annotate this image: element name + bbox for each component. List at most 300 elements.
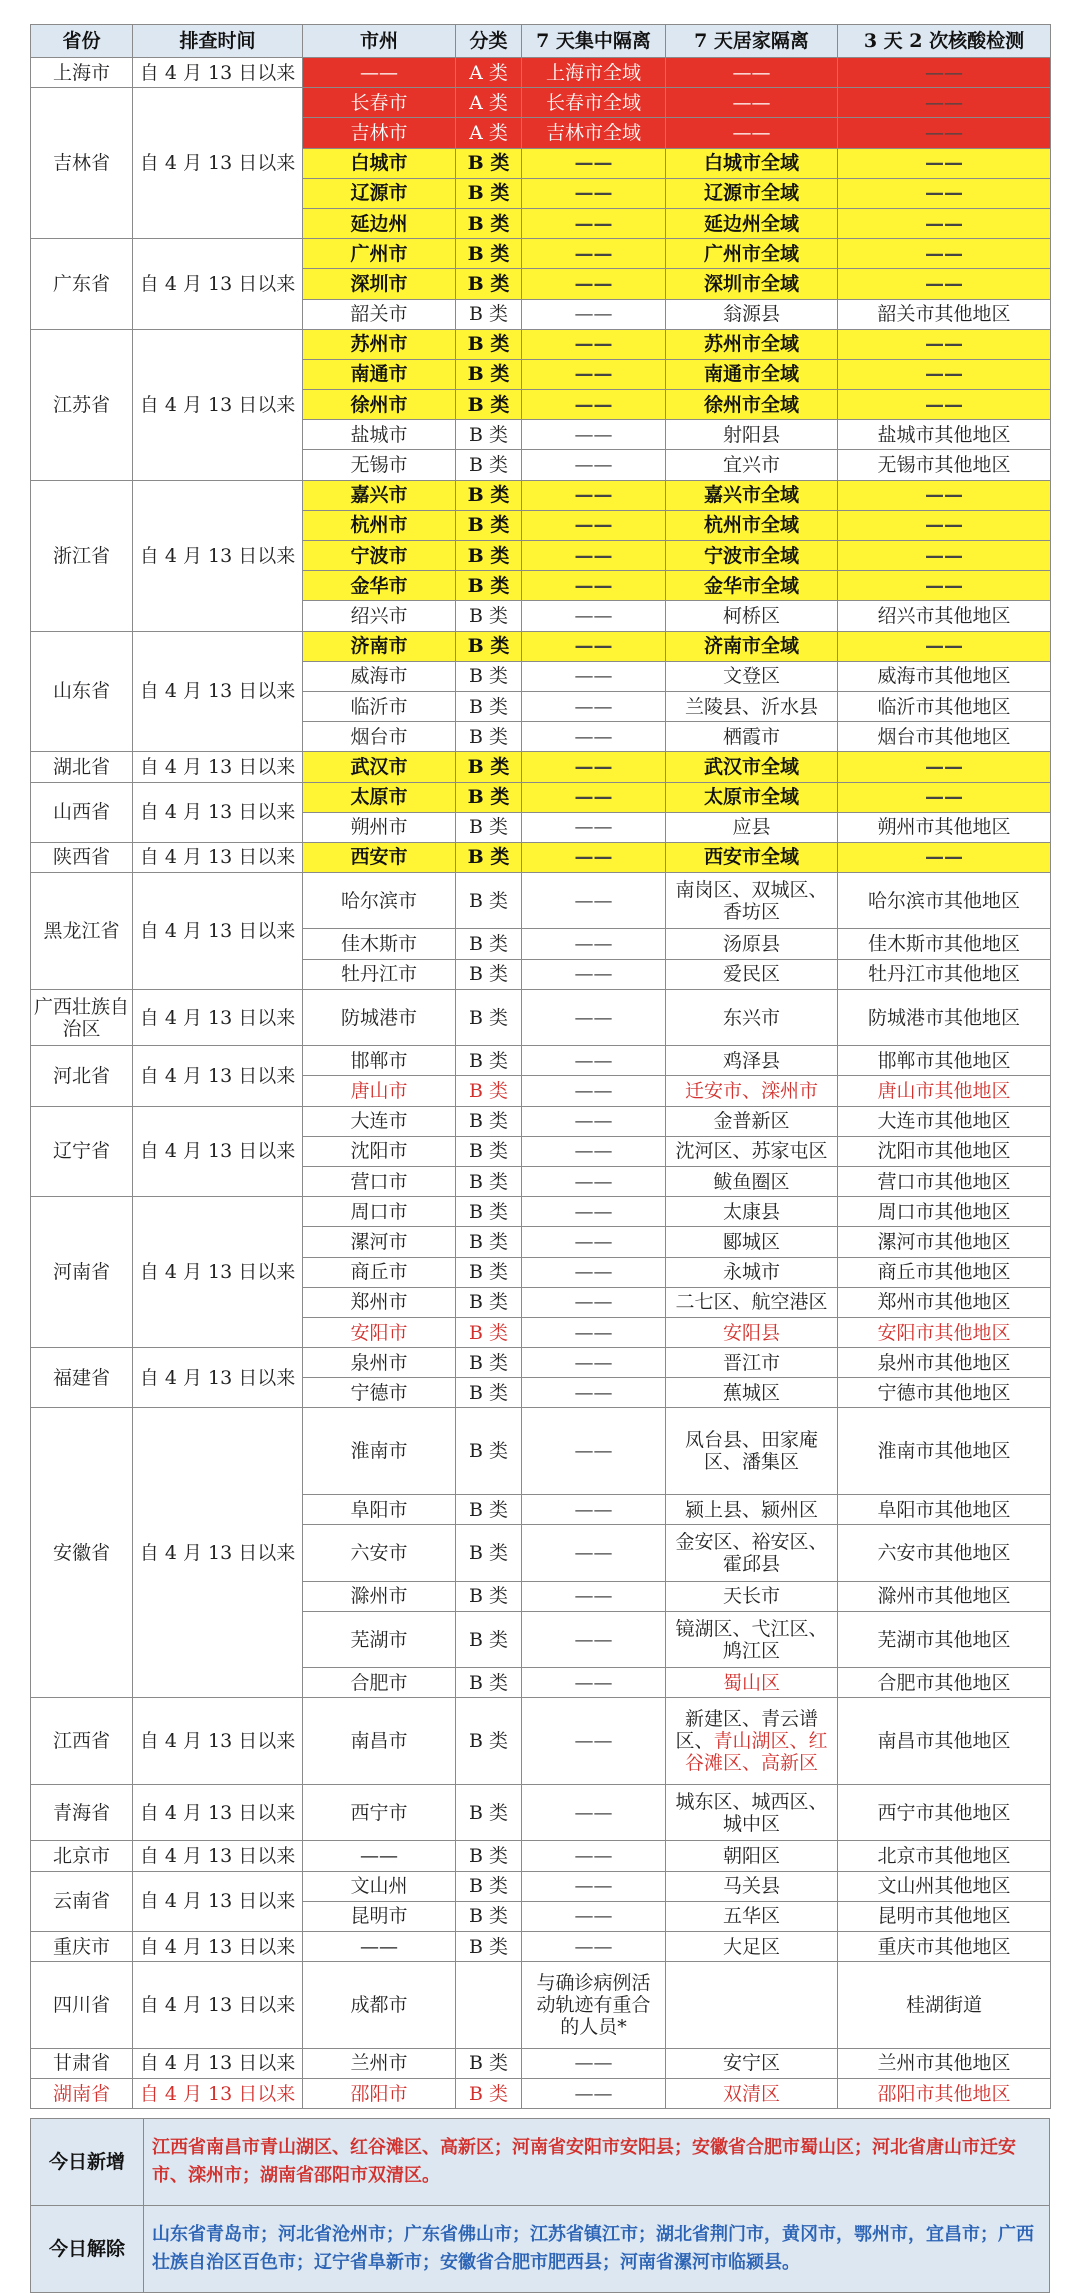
centralized-quarantine-cell: —— — [522, 1257, 666, 1287]
table-row — [31, 329, 1051, 359]
centralized-quarantine-cell: —— — [522, 691, 666, 721]
home-quarantine-cell: 凤台县、田家庵区、潘集区 — [666, 1408, 838, 1495]
category-cell: B 类 — [456, 722, 522, 752]
province-cell: 重庆市 — [31, 1931, 133, 1961]
city-cell: 西安市 — [303, 842, 456, 872]
centralized-quarantine-cell: —— — [522, 1408, 666, 1495]
nucleic-test-cell: —— — [838, 148, 1051, 178]
city-cell: 六安市 — [303, 1525, 456, 1581]
home-quarantine-cell: 济南市全域 — [666, 631, 838, 661]
province-cell: 湖南省 — [31, 2078, 133, 2108]
home-quarantine-cell: 汤原县 — [666, 929, 838, 959]
home-quarantine-cell: 徐州市全域 — [666, 390, 838, 420]
category-cell: B 类 — [456, 959, 522, 989]
home-quarantine-cell: 杭州市全域 — [666, 510, 838, 540]
home-quarantine-cell: 安宁区 — [666, 2048, 838, 2078]
city-cell: 牡丹江市 — [303, 959, 456, 989]
city-cell: 昆明市 — [303, 1901, 456, 1931]
centralized-quarantine-cell: —— — [522, 1197, 666, 1227]
centralized-quarantine-cell: —— — [522, 842, 666, 872]
city-cell: 商丘市 — [303, 1257, 456, 1287]
table-body — [31, 58, 1051, 2109]
check-time-cell: 自 4 月 13 日以来 — [133, 752, 303, 782]
home-quarantine-cell: 南岗区、双城区、香坊区 — [666, 873, 838, 929]
check-time-cell: 自 4 月 13 日以来 — [133, 239, 303, 330]
city-cell: 长春市 — [303, 88, 456, 118]
nucleic-test-cell: —— — [838, 329, 1051, 359]
centralized-quarantine-cell: —— — [522, 1166, 666, 1196]
table-row — [31, 1046, 1051, 1076]
table-row — [31, 782, 1051, 812]
home-quarantine-cell: 大足区 — [666, 1931, 838, 1961]
category-cell: B 类 — [456, 1668, 522, 1698]
city-cell: 金华市 — [303, 571, 456, 601]
city-cell: 沈阳市 — [303, 1136, 456, 1166]
table-row — [31, 989, 1051, 1045]
nucleic-test-cell: 营口市其他地区 — [838, 1166, 1051, 1196]
table-row — [31, 1785, 1051, 1841]
category-cell: B 类 — [456, 1378, 522, 1408]
table-row — [31, 58, 1051, 88]
home-quarantine-cell: 嘉兴市全域 — [666, 480, 838, 510]
province-cell: 陕西省 — [31, 842, 133, 872]
home-quarantine-cell: 辽源市全域 — [666, 178, 838, 208]
centralized-quarantine-cell: —— — [522, 450, 666, 480]
centralized-quarantine-cell: —— — [522, 329, 666, 359]
city-cell: 辽源市 — [303, 178, 456, 208]
centralized-quarantine-cell: —— — [522, 480, 666, 510]
home-quarantine-cell: 武汉市全域 — [666, 752, 838, 782]
table-row — [31, 1931, 1051, 1961]
city-cell: 安阳市 — [303, 1317, 456, 1347]
city-cell: 无锡市 — [303, 450, 456, 480]
category-cell: B 类 — [456, 1495, 522, 1525]
home-quarantine-cell: 金华市全域 — [666, 571, 838, 601]
home-quarantine-cell: 白城市全域 — [666, 148, 838, 178]
check-time-cell: 自 4 月 13 日以来 — [133, 989, 303, 1045]
nucleic-test-cell: 六安市其他地区 — [838, 1525, 1051, 1581]
province-cell: 广西壮族自治区 — [31, 989, 133, 1045]
home-quarantine-cell: —— — [666, 118, 838, 148]
centralized-quarantine-cell: —— — [522, 178, 666, 208]
home-quarantine-cell: 朝阳区 — [666, 1841, 838, 1871]
centralized-quarantine-cell: —— — [522, 1076, 666, 1106]
province-cell: 北京市 — [31, 1841, 133, 1871]
home-quarantine-cell: 宜兴市 — [666, 450, 838, 480]
nucleic-test-cell: 郑州市其他地区 — [838, 1287, 1051, 1317]
centralized-quarantine-cell: —— — [522, 722, 666, 752]
table-row — [31, 2048, 1051, 2078]
centralized-quarantine-cell: —— — [522, 1581, 666, 1611]
city-cell: 芜湖市 — [303, 1611, 456, 1667]
category-cell: B 类 — [456, 420, 522, 450]
header-category: 分类 — [456, 25, 522, 58]
home-quarantine-cell: 鲅鱼圈区 — [666, 1166, 838, 1196]
category-cell: A 类 — [456, 88, 522, 118]
nucleic-test-cell: —— — [838, 88, 1051, 118]
city-cell: 滁州市 — [303, 1581, 456, 1611]
home-quarantine-cell: 栖霞市 — [666, 722, 838, 752]
category-cell: B 类 — [456, 239, 522, 269]
nucleic-test-cell: 昆明市其他地区 — [838, 1901, 1051, 1931]
city-cell: 宁波市 — [303, 541, 456, 571]
nucleic-test-cell: 威海市其他地区 — [838, 661, 1051, 691]
home-quarantine-cell: 五华区 — [666, 1901, 838, 1931]
city-cell: 杭州市 — [303, 510, 456, 540]
category-cell: B 类 — [456, 1106, 522, 1136]
table-row — [31, 480, 1051, 510]
home-quarantine-cell: 文登区 — [666, 661, 838, 691]
centralized-quarantine-cell: —— — [522, 2078, 666, 2108]
centralized-quarantine-cell: —— — [522, 269, 666, 299]
city-cell: 白城市 — [303, 148, 456, 178]
table-row — [31, 842, 1051, 872]
centralized-quarantine-cell: —— — [522, 1136, 666, 1166]
check-time-cell: 自 4 月 13 日以来 — [133, 842, 303, 872]
city-cell: 绍兴市 — [303, 601, 456, 631]
check-time-cell: 自 4 月 13 日以来 — [133, 631, 303, 752]
risk-area-table — [30, 24, 1051, 2109]
check-time-cell: 自 4 月 13 日以来 — [133, 329, 303, 480]
category-cell: B 类 — [456, 1166, 522, 1196]
nucleic-test-cell: 绍兴市其他地区 — [838, 601, 1051, 631]
nucleic-test-cell: —— — [838, 752, 1051, 782]
category-cell: B 类 — [456, 541, 522, 571]
province-cell: 吉林省 — [31, 88, 133, 239]
centralized-quarantine-cell: —— — [522, 1525, 666, 1581]
centralized-quarantine-cell: —— — [522, 239, 666, 269]
check-time-cell: 自 4 月 13 日以来 — [133, 1785, 303, 1841]
category-cell: A 类 — [456, 58, 522, 88]
nucleic-test-cell: —— — [838, 782, 1051, 812]
city-cell: 佳木斯市 — [303, 929, 456, 959]
city-cell: 吉林市 — [303, 118, 456, 148]
city-cell: 深圳市 — [303, 269, 456, 299]
nucleic-test-cell: —— — [838, 178, 1051, 208]
nucleic-test-cell: 北京市其他地区 — [838, 1841, 1051, 1871]
notes-lift-row — [31, 2206, 1050, 2293]
home-quarantine-cell: —— — [666, 58, 838, 88]
category-cell: B 类 — [456, 842, 522, 872]
nucleic-test-cell: 周口市其他地区 — [838, 1197, 1051, 1227]
province-cell: 浙江省 — [31, 480, 133, 631]
city-cell: —— — [303, 1931, 456, 1961]
check-time-cell: 自 4 月 13 日以来 — [133, 2048, 303, 2078]
nucleic-test-cell: 烟台市其他地区 — [838, 722, 1051, 752]
city-cell: 周口市 — [303, 1197, 456, 1227]
province-cell: 上海市 — [31, 58, 133, 88]
category-cell: B 类 — [456, 929, 522, 959]
nucleic-test-cell: 兰州市其他地区 — [838, 2048, 1051, 2078]
table-row — [31, 1197, 1051, 1227]
notes-lift-label: 今日解除 — [31, 2206, 144, 2293]
category-cell: B 类 — [456, 989, 522, 1045]
city-cell: 威海市 — [303, 661, 456, 691]
city-cell: 南通市 — [303, 359, 456, 389]
home-quarantine-cell: 太原市全域 — [666, 782, 838, 812]
nucleic-test-cell: 泉州市其他地区 — [838, 1348, 1051, 1378]
centralized-quarantine-cell: —— — [522, 1227, 666, 1257]
centralized-quarantine-cell: —— — [522, 1668, 666, 1698]
check-time-cell: 自 4 月 13 日以来 — [133, 88, 303, 239]
category-cell: B 类 — [456, 1348, 522, 1378]
category-cell: B 类 — [456, 691, 522, 721]
check-time-cell: 自 4 月 13 日以来 — [133, 1408, 303, 1698]
nucleic-test-cell: 哈尔滨市其他地区 — [838, 873, 1051, 929]
home-quarantine-cell: 射阳县 — [666, 420, 838, 450]
city-cell: —— — [303, 58, 456, 88]
city-cell: 阜阳市 — [303, 1495, 456, 1525]
province-cell: 黑龙江省 — [31, 873, 133, 990]
nucleic-test-cell: 商丘市其他地区 — [838, 1257, 1051, 1287]
category-cell: B 类 — [456, 148, 522, 178]
nucleic-test-cell: —— — [838, 541, 1051, 571]
province-cell: 广东省 — [31, 239, 133, 330]
nucleic-test-cell: 南昌市其他地区 — [838, 1698, 1051, 1785]
table-row — [31, 88, 1051, 118]
home-quarantine-cell: 金安区、裕安区、霍邱县 — [666, 1525, 838, 1581]
province-cell: 河南省 — [31, 1197, 133, 1348]
notes-new-text: 江西省南昌市青山湖区、红谷滩区、高新区；河南省安阳市安阳县；安徽省合肥市蜀山区；河北省唐山市迁安市、滦州市；湖南省邵阳市双清区。 — [144, 2119, 1050, 2206]
city-cell: 营口市 — [303, 1166, 456, 1196]
province-cell: 福建省 — [31, 1348, 133, 1408]
city-cell: 宁德市 — [303, 1378, 456, 1408]
home-quarantine-cell: 二七区、航空港区 — [666, 1287, 838, 1317]
city-cell: 淮南市 — [303, 1408, 456, 1495]
check-time-cell: 自 4 月 13 日以来 — [133, 782, 303, 842]
category-cell: B 类 — [456, 390, 522, 420]
category-cell: B 类 — [456, 1408, 522, 1495]
table-row — [31, 1841, 1051, 1871]
table-header-row — [31, 25, 1051, 58]
category-cell: B 类 — [456, 1698, 522, 1785]
city-cell: 南昌市 — [303, 1698, 456, 1785]
centralized-quarantine-cell: —— — [522, 1495, 666, 1525]
province-cell: 湖北省 — [31, 752, 133, 782]
category-cell: B 类 — [456, 178, 522, 208]
centralized-quarantine-cell: —— — [522, 541, 666, 571]
home-quarantine-cell: 延边州全域 — [666, 208, 838, 238]
header-nucleic-test: 3 天 2 次核酸检测 — [838, 25, 1051, 58]
city-cell: 徐州市 — [303, 390, 456, 420]
check-time-cell: 自 4 月 13 日以来 — [133, 873, 303, 990]
city-cell: 临沂市 — [303, 691, 456, 721]
table-row — [31, 1698, 1051, 1785]
category-cell — [456, 1962, 522, 2049]
category-cell: B 类 — [456, 601, 522, 631]
home-quarantine-cell: 安阳县 — [666, 1317, 838, 1347]
province-cell: 甘肃省 — [31, 2048, 133, 2078]
home-quarantine-cell — [666, 1698, 838, 1785]
check-time-cell: 自 4 月 13 日以来 — [133, 1106, 303, 1197]
category-cell: B 类 — [456, 510, 522, 540]
category-cell: B 类 — [456, 450, 522, 480]
city-cell: 苏州市 — [303, 329, 456, 359]
city-cell: 济南市 — [303, 631, 456, 661]
table-row — [31, 1962, 1051, 2049]
notes-table — [30, 2118, 1050, 2293]
table-row — [31, 1408, 1051, 1495]
nucleic-test-cell: 牡丹江市其他地区 — [838, 959, 1051, 989]
home-quarantine-cell — [666, 1962, 838, 2049]
check-time-cell: 自 4 月 13 日以来 — [133, 1841, 303, 1871]
centralized-quarantine-cell: —— — [522, 420, 666, 450]
nucleic-test-cell: 盐城市其他地区 — [838, 420, 1051, 450]
nucleic-test-cell: 佳木斯市其他地区 — [838, 929, 1051, 959]
table-row — [31, 1871, 1051, 1901]
check-time-cell: 自 4 月 13 日以来 — [133, 1348, 303, 1408]
nucleic-test-cell: 阜阳市其他地区 — [838, 1495, 1051, 1525]
nucleic-test-cell: —— — [838, 842, 1051, 872]
home-quarantine-cell: 太康县 — [666, 1197, 838, 1227]
city-cell: 郑州市 — [303, 1287, 456, 1317]
nucleic-test-cell: —— — [838, 390, 1051, 420]
category-cell: A 类 — [456, 118, 522, 148]
city-cell: 延边州 — [303, 208, 456, 238]
province-cell: 河北省 — [31, 1046, 133, 1106]
city-cell: 广州市 — [303, 239, 456, 269]
nucleic-test-cell: 防城港市其他地区 — [838, 989, 1051, 1045]
city-cell: 成都市 — [303, 1962, 456, 2049]
category-cell: B 类 — [456, 269, 522, 299]
province-cell: 云南省 — [31, 1871, 133, 1931]
centralized-quarantine-cell: —— — [522, 208, 666, 238]
centralized-quarantine-cell: —— — [522, 2048, 666, 2078]
home-quarantine-cell: 蕉城区 — [666, 1378, 838, 1408]
category-cell: B 类 — [456, 782, 522, 812]
category-cell: B 类 — [456, 329, 522, 359]
nucleic-test-cell: —— — [838, 239, 1051, 269]
centralized-quarantine-cell: 吉林市全域 — [522, 118, 666, 148]
province-cell: 辽宁省 — [31, 1106, 133, 1197]
home-quarantine-cell: 镜湖区、弋江区、鸠江区 — [666, 1611, 838, 1667]
home-quarantine-cell: 永城市 — [666, 1257, 838, 1287]
city-cell: —— — [303, 1841, 456, 1871]
header-centralized-quarantine: 7 天集中隔离 — [522, 25, 666, 58]
centralized-quarantine-cell: —— — [522, 359, 666, 389]
check-time-cell: 自 4 月 13 日以来 — [133, 480, 303, 631]
home-quarantine-cell: 天长市 — [666, 1581, 838, 1611]
home-quarantine-cell: 苏州市全域 — [666, 329, 838, 359]
home-quarantine-cell: 郾城区 — [666, 1227, 838, 1257]
nucleic-test-cell: 合肥市其他地区 — [838, 1668, 1051, 1698]
home-quarantine-cell: 爱民区 — [666, 959, 838, 989]
city-cell: 合肥市 — [303, 1668, 456, 1698]
nucleic-test-cell: —— — [838, 510, 1051, 540]
category-cell: B 类 — [456, 2048, 522, 2078]
table-row — [31, 239, 1051, 269]
nucleic-test-cell: —— — [838, 269, 1051, 299]
home-quarantine-cell: 南通市全域 — [666, 359, 838, 389]
nucleic-test-cell: 临沂市其他地区 — [838, 691, 1051, 721]
nucleic-test-cell: —— — [838, 208, 1051, 238]
city-cell: 大连市 — [303, 1106, 456, 1136]
city-cell: 邯郸市 — [303, 1046, 456, 1076]
city-cell: 唐山市 — [303, 1076, 456, 1106]
nucleic-test-cell: 重庆市其他地区 — [838, 1931, 1051, 1961]
centralized-quarantine-cell: —— — [522, 1611, 666, 1667]
table-row — [31, 1348, 1051, 1378]
home-quarantine-cell: 东兴市 — [666, 989, 838, 1045]
home-quarantine-cell: 颍上县、颍州区 — [666, 1495, 838, 1525]
home-quarantine-cell: 双清区 — [666, 2078, 838, 2108]
category-cell: B 类 — [456, 1611, 522, 1667]
header-city: 市州 — [303, 25, 456, 58]
centralized-quarantine-cell: 与确诊病例活动轨迹有重合的人员* — [522, 1962, 666, 2049]
category-cell: B 类 — [456, 1871, 522, 1901]
centralized-quarantine-cell: —— — [522, 1046, 666, 1076]
centralized-quarantine-cell: —— — [522, 1871, 666, 1901]
centralized-quarantine-cell: —— — [522, 989, 666, 1045]
home-quarantine-cell: 应县 — [666, 812, 838, 842]
category-cell: B 类 — [456, 1257, 522, 1287]
centralized-quarantine-cell: —— — [522, 661, 666, 691]
category-cell: B 类 — [456, 812, 522, 842]
city-cell: 兰州市 — [303, 2048, 456, 2078]
category-cell: B 类 — [456, 1197, 522, 1227]
category-cell: B 类 — [456, 661, 522, 691]
province-cell: 山东省 — [31, 631, 133, 752]
check-time-cell: 自 4 月 13 日以来 — [133, 1962, 303, 2049]
home-quarantine-cell: —— — [666, 88, 838, 118]
centralized-quarantine-cell: —— — [522, 929, 666, 959]
province-cell: 四川省 — [31, 1962, 133, 2049]
nucleic-test-cell: 唐山市其他地区 — [838, 1076, 1051, 1106]
home-quarantine-cell: 翁源县 — [666, 299, 838, 329]
province-cell: 安徽省 — [31, 1408, 133, 1698]
nucleic-test-cell: 大连市其他地区 — [838, 1106, 1051, 1136]
home-quarantine-cell: 宁波市全域 — [666, 541, 838, 571]
centralized-quarantine-cell: —— — [522, 1901, 666, 1931]
category-cell: B 类 — [456, 571, 522, 601]
category-cell: B 类 — [456, 208, 522, 238]
check-time-cell: 自 4 月 13 日以来 — [133, 1871, 303, 1931]
nucleic-test-cell: —— — [838, 118, 1051, 148]
category-cell: B 类 — [456, 1525, 522, 1581]
header-province: 省份 — [31, 25, 133, 58]
table-row — [31, 2078, 1051, 2108]
category-cell: B 类 — [456, 1785, 522, 1841]
city-cell: 盐城市 — [303, 420, 456, 450]
nucleic-test-cell: 漯河市其他地区 — [838, 1227, 1051, 1257]
nucleic-test-cell: 滁州市其他地区 — [838, 1581, 1051, 1611]
centralized-quarantine-cell: —— — [522, 1785, 666, 1841]
home-quarantine-cell: 晋江市 — [666, 1348, 838, 1378]
nucleic-test-cell: 邵阳市其他地区 — [838, 2078, 1051, 2108]
centralized-quarantine-cell: —— — [522, 1348, 666, 1378]
centralized-quarantine-cell: —— — [522, 1378, 666, 1408]
centralized-quarantine-cell: 长春市全域 — [522, 88, 666, 118]
nucleic-test-cell: 宁德市其他地区 — [838, 1378, 1051, 1408]
category-cell: B 类 — [456, 1841, 522, 1871]
home-quarantine-cell: 鸡泽县 — [666, 1046, 838, 1076]
nucleic-test-cell: —— — [838, 571, 1051, 601]
nucleic-test-cell: 文山州其他地区 — [838, 1871, 1051, 1901]
table-row — [31, 631, 1051, 661]
city-cell: 防城港市 — [303, 989, 456, 1045]
category-cell: B 类 — [456, 1581, 522, 1611]
home-quarantine-cell: 迁安市、滦州市 — [666, 1076, 838, 1106]
category-cell: B 类 — [456, 359, 522, 389]
nucleic-test-cell: 淮南市其他地区 — [838, 1408, 1051, 1495]
city-cell: 韶关市 — [303, 299, 456, 329]
nucleic-test-cell: 朔州市其他地区 — [838, 812, 1051, 842]
centralized-quarantine-cell: —— — [522, 601, 666, 631]
category-cell: B 类 — [456, 1901, 522, 1931]
check-time-cell: 自 4 月 13 日以来 — [133, 1698, 303, 1785]
home-quarantine-cell: 马关县 — [666, 1871, 838, 1901]
category-cell: B 类 — [456, 480, 522, 510]
